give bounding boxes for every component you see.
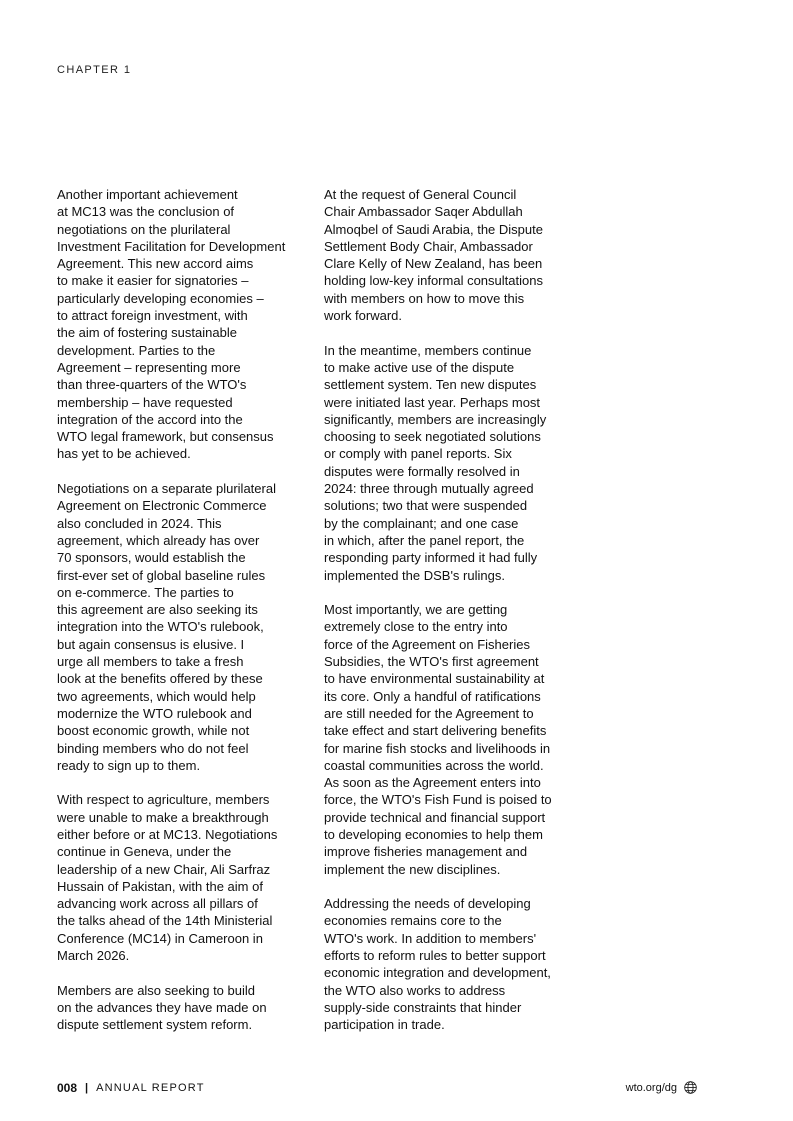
paragraph: In the meantime, members continue to make active use of the dispute settlement system. Ten new disputes were initiated last year. Perhaps most significantly, members are increasingly choosing to seek negotiated solutions or comply with panel reports. Six disputes were formally resolved in 2024: three through mutually agreed solutions; two that were suspended by the complainant; and one case in which, after the panel report, the responding party informed it had fully implemented the DSB's rulings. xyxy=(324,342,547,583)
paragraph: At the request of General Council Chair Ambassador Saqer Abdullah Almoqbel of Saudi Arabia, the Dispute Settlement Body Chair, Ambassador Clare Kelly of New Zealand, has been holding low-key informal consultations with members on how to move this work forward. xyxy=(324,187,543,324)
website-url[interactable]: wto.org/dg xyxy=(625,1081,677,1094)
chapter-label: CHAPTER 1 xyxy=(57,64,132,76)
paragraph: Negotiations on a separate plurilateral Agreement on Electronic Commerce also concluded in 2024. This agreement, which already has over 70 sponsors, would establish the first-ever set of global baseline rules on e-commerce. The parties to this agreement are also seeking its integration into the WTO's rulebook, but again consensus is elusive. I urge all members to take a fresh look at the benefits offered by these two agreements, which would help modernize the WTO rulebook and boost economic growth, while not binding members who do not feel ready to sign up to them. xyxy=(57,481,276,773)
footer-link[interactable] xyxy=(626,1081,697,1094)
page-number: 008 xyxy=(57,1081,78,1095)
page-footer xyxy=(57,1081,697,1095)
footer-separator: | xyxy=(85,1082,89,1094)
paragraph: Most importantly, we are getting extremely close to the entry into force of the Agreement on Fisheries Subsidies, the WTO's first agreement to have environmental sustainability at its core. Only a handful of ratifications are still needed for the Agreement to take effect and start delivering benefits for marine fish stocks and livelihoods in coastal communities across the world. As soon as the Agreement enters into force, the WTO's Fish Fund is poised to provide technical and financial support to developing economies to help them improve fisheries management and implement the new disciplines. xyxy=(324,602,552,877)
right-column xyxy=(324,186,574,1034)
paragraph: Addressing the needs of developing economies remains core to the WTO's work. In addition to members' efforts to reform rules to better support economic integration and development, the WTO also works to address supply-side constraints that hinder participation in trade. xyxy=(324,896,551,1033)
paragraph: With respect to agriculture, members were unable to make a breakthrough either before or at MC13. Negotiations continue in Geneva, under the leadership of a new Chair, Ali Sarfraz Hussain of Pakistan, with the aim of advancing work across all pillars of the talks ahead of the 14th Ministerial Conference (MC14) in Cameroon in March 2026. xyxy=(57,792,278,964)
report-label: ANNUAL REPORT xyxy=(96,1082,205,1094)
left-column xyxy=(57,186,302,1034)
globe-icon xyxy=(684,1081,697,1094)
paragraph: Another important achievement at MC13 was the conclusion of negotiations on the plurilateral Investment Facilitation for Development Agreement. This new accord aims to make it easier for signatories – particularly developing economies – to attract foreign investment, with the aim of fostering sustainable development. Parties to the Agreement – representing more than three-quarters of the WTO's membership – have requested integration of the accord into the WTO legal framework, but consensus has yet to be achieved. xyxy=(57,187,286,462)
paragraph: Members are also seeking to build on the advances they have made on dispute settlement system reform. xyxy=(57,982,267,1033)
